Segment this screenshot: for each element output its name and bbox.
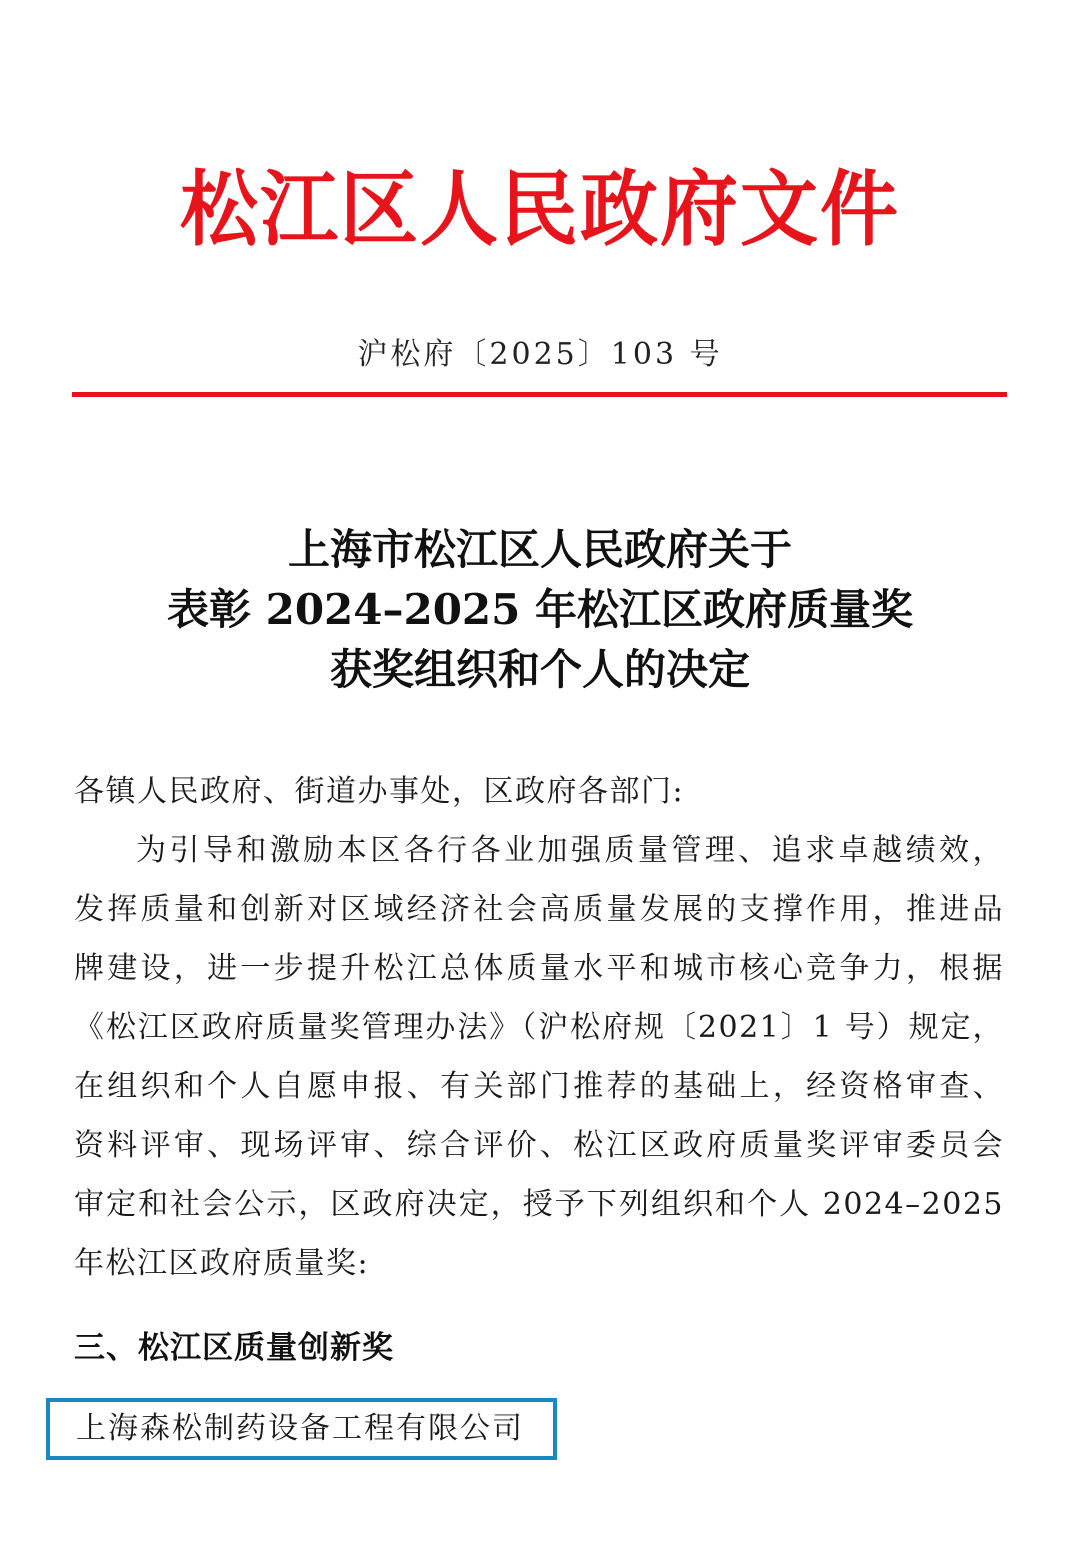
document-body	[74, 762, 1004, 1293]
body-line-6: 资料评审、现场评审、综合评价、松江区政府质量奖评审委员会	[74, 1128, 1004, 1163]
section-heading-quality-innovation-award: 三、松江区质量创新奖	[74, 1330, 394, 1366]
addressee-line: 各镇人民政府、街道办事处，区政府各部门:	[74, 774, 685, 809]
body-line-3: 牌建设，进一步提升松江总体质量水平和城市核心竞争力，根据	[74, 951, 1004, 986]
body-line-1: 为引导和激励本区各行各业加强质量管理、追求卓越绩效，	[136, 833, 1004, 868]
title-line-2: 表彰 2024–2025 年松江区政府质量奖	[166, 585, 914, 634]
document-title	[0, 520, 1080, 700]
document-number: 沪松府〔2025〕103 号	[357, 337, 723, 372]
awardee-name: 上海森松制药设备工程有限公司	[76, 1411, 524, 1446]
body-line-8: 年松江区政府质量奖:	[74, 1246, 370, 1281]
body-line-5: 在组织和个人自愿申报、有关部门推荐的基础上，经资格审查、	[74, 1069, 1004, 1104]
body-line-4: 《松江区政府质量奖管理办法》（沪松府规〔2021〕1 号）规定，	[74, 1010, 1004, 1045]
awardee-highlight-box	[46, 1398, 557, 1460]
body-line-2: 发挥质量和创新对区域经济社会高质量发展的支撑作用，推进品	[74, 892, 1004, 927]
masthead-title: 松江区人民政府文件	[179, 161, 900, 258]
red-divider-rule	[72, 392, 1007, 397]
title-line-1: 上海市松江区人民政府关于	[287, 525, 792, 574]
body-line-7: 审定和社会公示，区政府决定，授予下列组织和个人 2024–2025	[74, 1187, 1004, 1222]
title-line-3: 获奖组织和个人的决定	[329, 645, 750, 694]
